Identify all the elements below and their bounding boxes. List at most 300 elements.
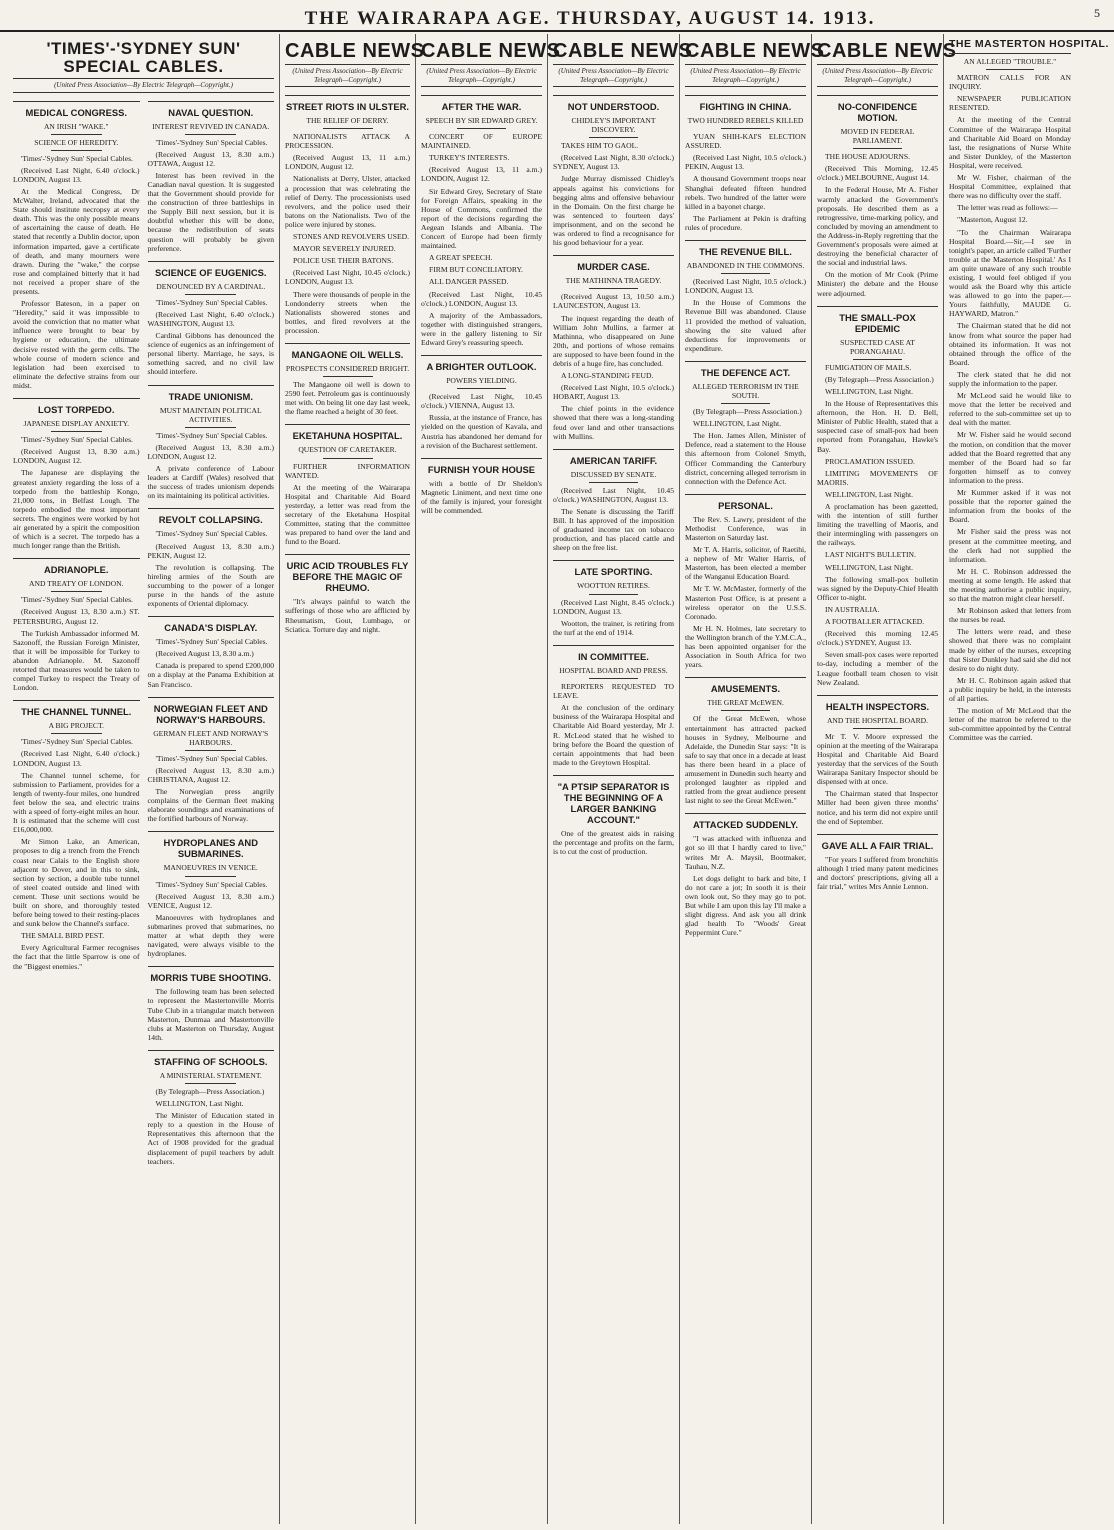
- article: [285, 95, 410, 335]
- section-title: CABLE NEWS: [421, 34, 542, 65]
- divider: [51, 733, 102, 734]
- article-paragraph: (Received Last Night, 10.45 o'clock.) LONDON, August 13.: [421, 289, 542, 308]
- article: [553, 95, 674, 247]
- article-paragraph: (Received Last Night, 10.45 o'clock.) LONDON, August 13.: [285, 268, 410, 287]
- article-headline: MURDER CASE.: [553, 255, 674, 272]
- column-masterton-hospital: [944, 34, 1109, 1524]
- article-paragraph: A private conference of Labour leaders at Cardiff (Wales) resolved that the success of trades unionism depends on its maintaining its political activities.: [147, 464, 274, 501]
- article-subheading: CHIDLEY'S IMPORTANT DISCOVERY.: [571, 116, 656, 135]
- articles: [285, 95, 410, 634]
- article-paragraph: (Received Last Night, 10.5 o'clock.) LONDON, August 13.: [685, 277, 806, 296]
- article-paragraph: (Received Last Night, 6.40 o'clock.) LONDON, August 13.: [13, 749, 140, 768]
- divider: [323, 128, 373, 129]
- article: [553, 560, 674, 636]
- article-paragraph: (Received Last Night, 6.40 o'clock.) WASHINGTON, August 13.: [147, 309, 274, 328]
- article-paragraph: The Minister of Education stated in reply to a question in the House of Representatives this afternoon that the Act of 1908 provided for the gradual displacement of pupil teachers by adult teachers.: [147, 1111, 274, 1166]
- article-paragraph: "To the Chairman Wairarapa Hospital Board.—Sir,—I see in tonight's paper, an article called 'Further trouble at the Masterton Hospital.' As I am quite unaware of any such trouble existing, I would feel obliged if you would ask the Board why this article was allowed to go into the paper.—Yours faithfully, MAUDE G. HAYWARD, Matron.": [949, 227, 1071, 319]
- article-paragraph: A proclamation has been gazetted, with the intention of still further limiting the travelling of Maoris, and their intermingling with passengers on the railways.: [817, 502, 938, 548]
- article-subheading: PROSPECTS CONSIDERED BRIGHT.: [285, 363, 410, 373]
- article-headline: THE REVENUE BILL.: [685, 240, 806, 257]
- article: [817, 306, 938, 687]
- article-headline: IN COMMITTEE.: [553, 645, 674, 662]
- article-subheading: WOOTTON RETIRES.: [577, 581, 650, 591]
- article-headline: NO-CONFIDENCE MOTION.: [817, 95, 938, 123]
- article-headline: URIC ACID TROUBLES FLY BEFORE THE MAGIC OF RHEUMO.: [285, 554, 410, 593]
- article: [285, 554, 410, 633]
- article-paragraph: Mr McLeod said he would like to move that the letter be received and referred to the sub-committee set up to deal with the matter.: [949, 391, 1071, 428]
- article: [685, 494, 806, 670]
- article-paragraph: 'Times'-'Sydney Sun' Special Cables.: [21, 595, 133, 605]
- article-paragraph: WELLINGTON, Last Night.: [155, 1099, 244, 1109]
- divider: [721, 710, 769, 711]
- article-paragraph: Sir Edward Grey, Secretary of State for Foreign Affairs, speaking in the House of Commons, confirmed the report of the decisions regarding the Aegean Islands and Albania. The Concert of Europe had been firmly maintained.: [421, 186, 542, 251]
- article-headline: TRADE UNIONISM.: [148, 385, 275, 402]
- article: [949, 57, 1071, 742]
- article-paragraph: (Received August 13, 11 a.m.) LONDON, August 12.: [421, 165, 542, 184]
- article-paragraph: At the Medical Congress, Dr McWalter, Ireland, advocated that the State should institute necropsy at every death. This was the only possible means of ascertaining the cause of death. He stated that recently a Dublin doctor, upon information imparted, gave a certificate of death, and many mourners were drawn. During the "wake," the corpse rose and complained bitterly that it had not received a proper share of the presents.: [13, 186, 140, 296]
- article-subheading: A BIG PROJECT.: [48, 721, 104, 731]
- column-cable-news-2: [416, 34, 561, 1524]
- article: [553, 449, 674, 553]
- article-paragraph: The Hon. James Allen, Minister of Defence, read a statement to the House this afternoon from Colonel Smyth, Officer Commanding the Canterbury district, concerning alleged terrorism in connection with the Defence Act.: [685, 431, 806, 486]
- article-headline: AMERICAN TARIFF.: [553, 449, 674, 466]
- column-cable-news-3: [548, 34, 693, 1524]
- article-paragraph: The motion of Mr McLeod that the letter of the matron be referred to the sub-committee appointed by the Central Committee was the carried.: [949, 706, 1071, 743]
- article-paragraph: (Received August 13, 8.30 a.m.) OTTAWA, August 12.: [147, 149, 274, 168]
- article: [285, 424, 410, 546]
- article: [553, 645, 674, 767]
- article-headline: PERSONAL.: [685, 494, 806, 511]
- article-paragraph: STONES AND REVOLVERS USED.: [293, 232, 410, 242]
- divider: [721, 403, 769, 404]
- article-paragraph: In the Federal House, Mr A. Fisher warmly attacked the Government's proposals. He described them as a retrogressive, time-marking policy, and concluded by moving an amendment to the Address-in-Reply regretting that the Government's proposals were aimed at destroying the beneficial character of the social and industrial laws.: [817, 185, 938, 268]
- article-subheading: THE RELIEF OF DERRY.: [306, 116, 389, 125]
- article-subheading: THE GREAT McEWEN.: [707, 698, 784, 708]
- article-paragraph: (Received Last Night, 10.45 o'clock.) WASHINGTON, August 13.: [553, 485, 674, 504]
- article-paragraph: NATIONALISTS ATTACK A PROCESSION.: [285, 132, 410, 151]
- divider: [185, 876, 236, 877]
- divider: [51, 134, 102, 135]
- divider: [457, 388, 505, 389]
- article-paragraph: WELLINGTON, Last Night.: [825, 562, 914, 572]
- sub-column-right: [148, 93, 275, 1169]
- divider: [185, 750, 236, 751]
- articles: [421, 95, 542, 515]
- article-paragraph: (Received August 13, 8.30 a.m.) LONDON, August 12.: [147, 442, 274, 461]
- column-cable-news-5: [812, 34, 957, 1524]
- article-paragraph: The letters were read, and these showed that there was no complaint made by either of the nurses, excepting that Sister Dunkley had said she did not desire to do night duty.: [949, 627, 1071, 673]
- article-paragraph: WELLINGTON, Last Night.: [825, 489, 914, 499]
- article-paragraph: 'Times'-'Sydney Sun' Special Cables.: [155, 753, 268, 763]
- article: [817, 695, 938, 826]
- article: [817, 834, 938, 891]
- article: [13, 101, 140, 391]
- article-subheading: HOSPITAL BOARD AND PRESS.: [559, 665, 668, 675]
- article-headline: EKETAHUNA HOSPITAL.: [285, 424, 410, 441]
- article-paragraph: (Received Last Night, 10.45 o'clock.) VIENNA, August 13.: [421, 392, 542, 411]
- article-headline: LOST TORPEDO.: [13, 398, 140, 415]
- article-headline: STAFFING OF SCHOOLS.: [148, 1050, 275, 1067]
- article-paragraph: (Received This Morning, 12.45 o'clock.) MELBOURNE, August 14.: [817, 164, 938, 183]
- article-headline: LATE SPORTING.: [553, 560, 674, 577]
- article-paragraph: (Received August 13, 11 a.m.) LONDON, August 12.: [285, 153, 410, 172]
- divider: [51, 591, 102, 592]
- article-subheading: SCIENCE OF HEREDITY.: [34, 137, 119, 147]
- article-subheading: TWO HUNDRED REBELS KILLED: [687, 116, 804, 125]
- article-headline: THE CHANNEL TUNNEL.: [13, 700, 140, 717]
- article-paragraph: The Chairman stated that Inspector Miller had been given three months' notice, and his term did not expire until the end of September.: [817, 789, 938, 826]
- article-paragraph: The Chairman stated that he did not know from what source the paper had obtained its information. It was not obtained through the office of the Board.: [949, 321, 1071, 367]
- credit-line: (United Press Association—By Electric Telegraph—Copyright.): [817, 65, 938, 87]
- page-number: 5: [1094, 6, 1100, 20]
- article-paragraph: REPORTERS REQUESTED TO LEAVE.: [553, 682, 674, 701]
- article-paragraph: "It's always painful to watch the sufferings of those who are afflicted by Rheumatism, Gout, Lumbago, or Sciatica. Torture day and night.: [285, 597, 410, 634]
- article-paragraph: FURTHER INFORMATION WANTED.: [285, 461, 410, 480]
- newspaper-title: THE WAIRARAPA AGE. THURSDAY, AUGUST 14. 1913.: [304, 8, 876, 29]
- article-subheading: THE MATHINNA TRAGEDY.: [565, 276, 662, 286]
- sub-column-left: [13, 93, 140, 1169]
- article-paragraph: 'Times'-'Sydney Sun' Special Cables.: [155, 430, 268, 440]
- article: [148, 261, 275, 377]
- article-paragraph: (Received August 13, 8.30 a.m.) VENICE, August 12.: [147, 891, 274, 910]
- article-paragraph: (Received Last Night, 8.45 o'clock.) LONDON, August 13.: [553, 597, 674, 616]
- article-paragraph: The Rev. S. Lawry, president of the Methodist Conference, was in Masterton on Saturday last.: [685, 514, 806, 542]
- divider: [185, 427, 236, 428]
- article-paragraph: 'Times'-'Sydney Sun' Special Cables.: [21, 153, 133, 163]
- article-paragraph: THE SMALL BIRD PEST.: [21, 931, 105, 941]
- columns: [8, 34, 1108, 1524]
- divider: [185, 1083, 236, 1084]
- article-subheading: SPEECH BY SIR EDWARD GREY.: [425, 116, 538, 125]
- article: [148, 1050, 275, 1166]
- article-paragraph: POLICE USE THEIR BATONS.: [293, 256, 394, 266]
- credit-line: (United Press Association—By Electric Telegraph—Copyright.): [421, 65, 542, 87]
- article-paragraph: 'Times'-'Sydney Sun' Special Cables.: [155, 529, 268, 539]
- article-paragraph: LIMITING MOVEMENTS OF MAORIS.: [817, 468, 938, 487]
- article-headline: REVOLT COLLAPSING.: [148, 508, 275, 525]
- article-paragraph: TAKES HIM TO GAOL.: [561, 141, 639, 151]
- article-paragraph: FIRM BUT CONCILIATORY.: [429, 265, 523, 275]
- article-paragraph: At the meeting of the Wairarapa Hospital and Charitable Aid Board yesterday, a letter was read from the secretary of the Eketahuna Hospital Committee, stating that the committee was prepared to hand over the land and fund to the Board.: [285, 482, 410, 547]
- article-paragraph: The letter was read as follows:—: [957, 203, 1058, 213]
- article-paragraph: Mr W. Fisher said he would second the motion, on condition that the mover added that the Board regretted that any member of the Board had so far forgotten himself as to convey information to the press.: [949, 430, 1071, 485]
- article-paragraph: Every Agricultural Farmer recognises the fact that the little Sparrow is one of the "Biggest enemies.": [13, 943, 140, 971]
- articles: [949, 57, 1071, 742]
- article-subheading: QUESTION OF CARETAKER.: [298, 445, 397, 455]
- column-cable-news-1: [280, 34, 425, 1524]
- credit-line: (United Press Association—By Electric Telegraph—Copyright.): [285, 65, 410, 87]
- credit-line: (United Press Association—By Electric Telegraph—Copyright.): [13, 79, 274, 93]
- divider: [589, 137, 637, 138]
- article: [685, 361, 806, 486]
- article-paragraph: (Received August 13, 8.30 a.m.) PEKIN, August 12.: [147, 541, 274, 560]
- article-paragraph: 'Times'-'Sydney Sun' Special Cables.: [155, 297, 268, 307]
- article-paragraph: At the meeting of the Central Committee of the Wairarapa Hospital and Charitable Aid Board on Monday last, the resignations of Nurse White and Sister Dunkley, of the Masterton Hospital, were received.: [949, 115, 1071, 170]
- article-paragraph: Mr Kummer asked if it was not possible that the reporter gained the information from the books of the Board.: [949, 488, 1071, 525]
- divider: [589, 288, 637, 289]
- article-headline: STREET RIOTS IN ULSTER.: [285, 95, 410, 112]
- divider: [853, 148, 901, 149]
- article-paragraph: THE HOUSE ADJOURNS.: [825, 152, 911, 162]
- article-paragraph: The Japanese are displaying the greatest anxiety regarding the loss of a torpedo from the battleship Kongo, 21,000 tons, in Belfast Lough. The torpedo embodied the most important secrets. The engines were worked by hot air generated by a spirit the composition of which is a secret. The torpedo has a much longer range than the British.: [13, 468, 140, 551]
- article-paragraph: The Mangaone oil well is down to 2590 feet. Petroleum gas is continuously met with. On being lit one day last week, the flame reached a height of 30 feet.: [285, 380, 410, 417]
- article-headline: CANADA'S DISPLAY.: [148, 616, 275, 633]
- article: [148, 101, 275, 253]
- column-cable-news-4: [680, 34, 825, 1524]
- article-paragraph: The Turkish Ambassador informed M. Sazonoff, the Russian Foreign Minister, that it will be impossible for Turkey to abandon Adrianople. M. Sazonoff retorted that measures would be taken to compel Turkey to respect the Treaty of London.: [13, 628, 140, 693]
- article-paragraph: The Parliament at Pekin is drafting rules of procedure.: [685, 213, 806, 232]
- article: [685, 813, 806, 937]
- article-paragraph: (Received August 13, 8.30 a.m.): [155, 649, 254, 659]
- article-headline: A BRIGHTER OUTLOOK.: [421, 355, 542, 372]
- article-paragraph: (Received August 13, 10.50 a.m.) LAUNCESTON, August 13.: [553, 292, 674, 311]
- article-paragraph: Judge Murray dismissed Chidley's appeals against his convictions for begging alms and offensive behaviour in the Domain. On the first charge he was sentenced to fourteen days' imprisonment, and on the second he was ordered to find a recognisance for his good behaviour for a year.: [553, 174, 674, 248]
- article-paragraph: Mr Robinson asked that letters from the nurses be read.: [949, 606, 1071, 625]
- divider: [721, 128, 769, 129]
- divider: [323, 376, 373, 377]
- divider: [457, 128, 505, 129]
- article-paragraph: A thousand Government troops near Shanghai defeated fifteen hundred rebels. Two hundred of the latter were killed in a bayonet charge.: [685, 174, 806, 211]
- article-subheading: A MINISTERIAL STATEMENT.: [159, 1070, 262, 1080]
- article-paragraph: The Norwegian press angrily complains of the German fleet making elaborate soundings and examinations of the fortified harbours of Norway.: [147, 787, 274, 824]
- credit-line: (United Press Association—By Electric Telegraph—Copyright.): [685, 65, 806, 87]
- article-paragraph: The chief points in the evidence showed that there was a long-standing feud over land and other transactions with Mullins.: [553, 404, 674, 441]
- article-paragraph: Let dogs delight to bark and bite, I do not care a jot; In sooth it is their own look out, So they may go to pot. But while I am upon this lay I'll make a slight digress. And ask you all drink glad health To "Woods' Great Peppermint Cure.": [685, 873, 806, 938]
- article-paragraph: There were thousands of people in the Londonderry streets when the Nationalists showered stones and bottles, and fired revolvers at the procession.: [285, 289, 410, 335]
- article: [13, 558, 140, 692]
- article: [148, 616, 275, 688]
- article-subheading: AN IRISH "WAKE.": [43, 121, 109, 131]
- article: [13, 398, 140, 550]
- divider: [589, 482, 637, 483]
- divider: [853, 359, 901, 360]
- article-paragraph: Mr H. N. Holmes, late secretary to the Wellington branch of the Y.M.C.A., has been appointed organiser for the Association in South Africa for two years.: [685, 623, 806, 670]
- article-paragraph: Mr Fisher said the press was not present at the committee meeting, and the clerk had not supplied the information.: [949, 527, 1071, 564]
- article-paragraph: A LONG-STANDING FEUD.: [561, 371, 654, 381]
- article-subheading: ABANDONED IN THE COMMONS.: [686, 261, 805, 271]
- divider: [721, 273, 769, 274]
- section-title: 'TIMES'-'SYDNEY SUN' SPECIAL CABLES.: [13, 34, 274, 79]
- article-headline: MANGAONE OIL WELLS.: [285, 343, 410, 360]
- article-paragraph: YUAN SHIH-KAI'S ELECTION ASSURED.: [685, 132, 806, 151]
- divider: [185, 134, 236, 135]
- article-paragraph: ALL DANGER PASSED.: [429, 277, 509, 287]
- article-subheading: JAPANESE DISPLAY ANXIETY.: [23, 419, 130, 429]
- article-paragraph: A majority of the Ambassadors, together with distinguished strangers, were in the gallery listening to Sir Edward Grey's reassuring speech.: [421, 310, 542, 347]
- divider: [986, 69, 1035, 70]
- article-headline: NAVAL QUESTION.: [148, 101, 275, 118]
- article-subheading: MOVED IN FEDERAL PARLIAMENT.: [840, 127, 915, 146]
- article-paragraph: (By Telegraph—Press Association.): [155, 1086, 265, 1096]
- article-paragraph: Mr H. C. Robinson addressed the meeting at some length. He asked that the meeting authorise a public inquiry, so that the matron might clear herself.: [949, 566, 1071, 604]
- article-paragraph: The following team has been selected to represent the Mastertonville Morris Tube Club in a triangular match between Masterton, Dunmaa and Mastertonville clubs at Masterton on Thursday, August 14th.: [147, 987, 274, 1042]
- divider: [853, 728, 901, 729]
- article-paragraph: "Masterton, August 12.: [957, 215, 1028, 225]
- divider: [323, 458, 373, 459]
- article-paragraph: Mr W. Fisher, chairman of the Hospital Committee, explained that there was no difficulty over the staff.: [949, 173, 1071, 201]
- article-paragraph: (By Telegraph—Press Association.): [825, 374, 934, 384]
- article: [421, 95, 542, 347]
- article-subheading: INTEREST REVIVED IN CANADA.: [152, 121, 270, 131]
- article-paragraph: Manoeuvres with hydroplanes and submarines proved that submarines, no matter at what depth they were navigated, were always visible to the hydroplanes.: [147, 912, 274, 959]
- section-title: CABLE NEWS: [685, 34, 806, 65]
- article-paragraph: Russia, at the instance of France, has yielded on the question of Kavala, and Austria has abandoned her demand for a revision of the Bucharest settlement.: [421, 413, 542, 450]
- article: [685, 95, 806, 232]
- article-subheading: AND TREATY OF LONDON.: [29, 579, 124, 589]
- article-paragraph: (By Telegraph—Press Association.): [693, 407, 802, 417]
- article-paragraph: (Received Last Night, 8.30 o'clock.) SYDNEY, August 13.: [553, 153, 674, 172]
- article-headline: ADRIANOPLE.: [13, 558, 140, 575]
- article-headline: ATTACKED SUDDENLY.: [685, 813, 806, 830]
- article-paragraph: In the House of Commons the Revenue Bill was abandoned. Clause 11 provided the method of valuation, showing the site valued after deductions for improvements or expenditure.: [685, 298, 806, 353]
- article-headline: NORWEGIAN FLEET AND NORWAY'S HARBOURS.: [148, 697, 275, 725]
- article-headline: HEALTH INSPECTORS.: [817, 695, 938, 712]
- article-paragraph: Mr T. W. McMaster, formerly of the Masterton Post Office, is at present a wireless operator on the U.S.S. Coronado.: [685, 584, 806, 621]
- article-paragraph: The following small-pox bulletin was signed by the Deputy-Chief Health Officer to-night.: [817, 574, 938, 602]
- article-headline: MEDICAL CONGRESS.: [13, 101, 140, 118]
- two-column-block: [13, 93, 274, 1169]
- article-paragraph: (Received Last Night, 6.40 o'clock.) LONDON, August 13.: [13, 165, 140, 184]
- article-subheading: MUST MAINTAIN POLITICAL ACTIVITIES.: [159, 405, 262, 424]
- article-headline: GAVE ALL A FAIR TRIAL.: [817, 834, 938, 851]
- divider: [589, 594, 637, 595]
- article-paragraph: Mr T. V. Moore expressed the opinion at the meeting of the Wairarapa Hospital and Charitable Aid Board yesterday that the services of the South Wairarapa Sanitary Inspector should be dispensed with at once.: [817, 731, 938, 787]
- article-paragraph: NEWSPAPER PUBLICATION RESENTED.: [949, 94, 1071, 113]
- article: [148, 831, 275, 958]
- column-special-cables: [8, 34, 280, 1524]
- article-paragraph: TURKEY'S INTERESTS.: [429, 153, 510, 163]
- article-headline: NOT UNDERSTOOD.: [553, 95, 674, 112]
- article-paragraph: MAYOR SEVERELY INJURED.: [293, 244, 396, 254]
- article-paragraph: (Received Last Night, 10.5 o'clock.) HOBART, August 13.: [553, 383, 674, 402]
- articles: [553, 95, 674, 856]
- article-paragraph: 'Times'-'Sydney Sun' Special Cables.: [155, 879, 268, 889]
- section-title: THE MASTERTON HOSPITAL.: [949, 34, 1071, 54]
- divider: [51, 150, 102, 151]
- article: [553, 255, 674, 441]
- article-paragraph: The clerk stated that he did not supply the information to the paper.: [949, 369, 1071, 388]
- article-paragraph: Canada is prepared to spend £200,000 on a display at the Panama Exhibition at San Francisco.: [147, 661, 274, 689]
- article-paragraph: The revolution is collapsing. The hireling armies of the South are succumbing to the power of a longer purse in the hands of the astute exponents of Oriental diplomacy.: [147, 562, 274, 609]
- article-headline: FIGHTING IN CHINA.: [685, 95, 806, 112]
- article-paragraph: (Received Last Night, 10.5 o'clock.) PEKIN, August 13.: [685, 153, 806, 172]
- article-paragraph: Cardinal Gibbons has denounced the science of eugenics as an infringement of personal liberty. Marriage, he says, is something sacred, and no civil law should interfere.: [147, 331, 274, 377]
- article-headline: SCIENCE OF EUGENICS.: [148, 261, 275, 278]
- article-headline: THE SMALL-POX EPIDEMIC: [817, 306, 938, 334]
- article-paragraph: The Senate is discussing the Tariff Bill. It has approved of the imposition of graduated income tax on tobacco production, and has placed cattle and sheep on the free list.: [553, 507, 674, 553]
- article-paragraph: (Received this morning 12.45 o'clock.) SYDNEY, August 13.: [817, 629, 938, 648]
- article-paragraph: Seven small-pox cases were reported to-day, including a member of the League football team chosen to visit New Zealand.: [817, 650, 938, 687]
- article-headline: THE DEFENCE ACT.: [685, 361, 806, 378]
- article-paragraph: One of the greatest aids in raising the percentage and profits on the farm, is to cut the cost of production.: [553, 828, 674, 857]
- article-paragraph: Nationalists at Derry, Ulster, attacked a procession that was celebrating the relief of Derry. The processionists used revolvers, and the police used their batons on the Nationalists. Two of the police were injured by stones.: [285, 174, 410, 229]
- article-headline: AMUSEMENTS.: [685, 677, 806, 694]
- article-paragraph: In the House of Representatives this afternoon, the Hon. H. D. Bell, Minister of Public Health, stated that a suspected case of small-pox had been reported from Porangahau, Hawke's Bay.: [817, 399, 938, 454]
- article-paragraph: 'Times'-'Sydney Sun' Special Cables.: [155, 137, 268, 147]
- article-paragraph: (Received August 13, 8.30 a.m.) LONDON, August 12.: [13, 447, 140, 466]
- article-paragraph: A GREAT SPEECH.: [429, 253, 493, 263]
- article: [685, 677, 806, 805]
- article-paragraph: 'Times'-'Sydney Sun' Special Cables.: [155, 637, 268, 647]
- article-subheading: ALLEGED TERRORISM IN THE SOUTH.: [692, 381, 799, 400]
- article-paragraph: The inquest regarding the death of William John Mullins, a farmer at Mathinna, who disappeared on June 20th, and portions of whose remains are supposed to have been found in the debris of a huge fire, has concluded.: [553, 313, 674, 368]
- article-paragraph: At the conclusion of the ordinary business of the Wairarapa Hospital and Charitable Aid Board yesterday, Mr J. R. McLeod stated that he wished to bring before the Board the question of certain appointments that had been made to the Greytown Hospital.: [553, 703, 674, 767]
- article-paragraph: FUMIGATION OF MAILS.: [825, 362, 912, 372]
- article-subheading: MANOEUVRES IN VENICE.: [163, 863, 258, 873]
- article: [553, 775, 674, 856]
- article-paragraph: (Received August 13, 8.30 a.m.) CHRISTIANA, August 12.: [147, 765, 274, 784]
- article-paragraph: 'Times'-'Sydney Sun' Special Cables.: [21, 737, 133, 747]
- article-paragraph: "I was attacked with influenza and got so ill that I hardly cared to live," writes Mr A. Maysil, Bootmaker, Tauhau, N.Z.: [685, 834, 806, 871]
- article-paragraph: A FOOTBALLER ATTACKED.: [825, 617, 925, 627]
- section-title: CABLE NEWS: [285, 34, 410, 65]
- articles: [817, 95, 938, 891]
- article-paragraph: (Received August 13, 8.30 a.m.) ST. PETERSBURG, August 12.: [13, 607, 140, 626]
- article: [148, 966, 275, 1042]
- article-paragraph: WELLINGTON, Last Night.: [693, 419, 782, 429]
- article-paragraph: MATRON CALLS FOR AN INQUIRY.: [949, 73, 1071, 92]
- divider: [589, 678, 637, 679]
- article-headline: FURNISH YOUR HOUSE: [421, 458, 542, 475]
- article-paragraph: Wootton, the trainer, is retiring from the turf at the end of 1914.: [553, 618, 674, 637]
- article-paragraph: CONCERT OF EUROPE MAINTAINED.: [421, 132, 542, 151]
- article: [421, 458, 542, 515]
- masthead: [0, 0, 1114, 32]
- article-subheading: DISCUSSED BY SENATE.: [570, 469, 657, 479]
- article-headline: MORRIS TUBE SHOOTING.: [148, 966, 275, 983]
- article-subheading: AN ALLEGED "TROUBLE.": [963, 57, 1057, 66]
- article-paragraph: On the motion of Mr Cook (Prime Minister) the debate and the House were adjourned.: [817, 270, 938, 298]
- article-paragraph: with a bottle of Dr Sheldon's Magnetic Liniment, and next time one of the family is injured, your foresight will be commended.: [421, 478, 542, 515]
- article: [685, 240, 806, 353]
- article-subheading: SUSPECTED CASE AT PORANGAHAU.: [840, 337, 915, 356]
- article-headline: AFTER THE WAR.: [421, 95, 542, 112]
- article-paragraph: "For years I suffered from bronchitis although I tried many patent medicines and doctors' prescriptions, giving all a fair trial," writes Mrs Annie Lennon.: [817, 854, 938, 891]
- article-subheading: GERMAN FLEET AND NORWAY'S HARBOURS.: [153, 728, 269, 747]
- article-subheading: AND THE HOSPITAL BOARD.: [826, 715, 929, 725]
- article-paragraph: WELLINGTON, Last Night.: [825, 386, 914, 396]
- credit-line: (United Press Association—By Electric Telegraph—Copyright.): [553, 65, 674, 87]
- article: [817, 95, 938, 298]
- article-paragraph: Mr T. A. Harris, solicitor, of Raetihi, a nephew of Mr Walter Harris, of Masterton, has been elected a member of the Wanganui Education Board.: [685, 545, 806, 582]
- section-title: CABLE NEWS: [553, 34, 674, 65]
- article: [13, 700, 140, 970]
- article: [148, 508, 275, 608]
- article-headline: HYDROPLANES AND SUBMARINES.: [148, 831, 275, 859]
- article: [148, 697, 275, 824]
- article-paragraph: Professor Bateson, in a paper on "Heredity," said it was impossible to avoid the conviction that no matter what influence were brought to bear by hygiene or education, the ultimate decisive rested with the germ cells. The whole course of modern science and legislation had been exercised to eliminate the defective strains from our midst.: [13, 299, 140, 390]
- article-subheading: POWERS YIELDING.: [446, 376, 517, 386]
- article: [285, 343, 410, 416]
- articles: [685, 95, 806, 937]
- article: [421, 355, 542, 450]
- article-paragraph: Mr H. C. Robinson again asked that a public inquiry be held, in the interests of all parties.: [949, 675, 1071, 703]
- section-title: CABLE NEWS: [817, 34, 938, 65]
- article-paragraph: 'Times'-'Sydney Sun' Special Cables.: [21, 435, 133, 445]
- article: [148, 385, 275, 501]
- article-paragraph: LAST NIGHT'S BULLETIN.: [825, 550, 916, 560]
- article-subheading: DENOUNCED BY A CARDINAL.: [156, 281, 266, 291]
- article-paragraph: Interest has been revived in the Canadian naval question. It is suggested that the Government should provide for the construction of three battleships in the Supply Bill next session, but it is doubtful whether this will be done, because the redistribution of seats question will probably be given preference.: [147, 170, 274, 253]
- article-paragraph: IN AUSTRALIA.: [825, 604, 880, 614]
- article-paragraph: Mr Simon Lake, an American, proposes to dig a trench from the French coast near Calais to the English shore adjacent to Dover, and in this to sink, section by section, a double tube tunnel of steel coated outside and lined with cement. These unit sections would be built on shore, and thoroughly tested before being towed to their resting-places and sunk below the Channel's surface.: [13, 837, 140, 929]
- article-paragraph: The Channel tunnel scheme, for submission to Parliament, provides for a length of twenty-four miles, one hundred feet below the sea, and electric trains with a speed of forty-eight miles an hour. It is estimated that the scheme will cost £16,000,000.: [13, 770, 140, 835]
- divider: [51, 431, 102, 432]
- divider: [185, 294, 236, 295]
- article-paragraph: PROCLAMATION ISSUED.: [825, 456, 915, 466]
- article-headline: "A PTSIP SEPARATOR IS THE BEGINNING OF A LARGER BANKING ACCOUNT.": [553, 775, 674, 825]
- article-paragraph: Of the Great McEwen, whose entertainment has attracted packed houses in Sydney, Melbourne and Adelaide, the Dunedin Star says: "It is safe to say that once in a decade at least has there been heard in a place of amusement in Dunedin such hearty and prolonged laughter as rippled and rattled from the great audience present last night to see the Great McEwen.": [685, 714, 806, 806]
